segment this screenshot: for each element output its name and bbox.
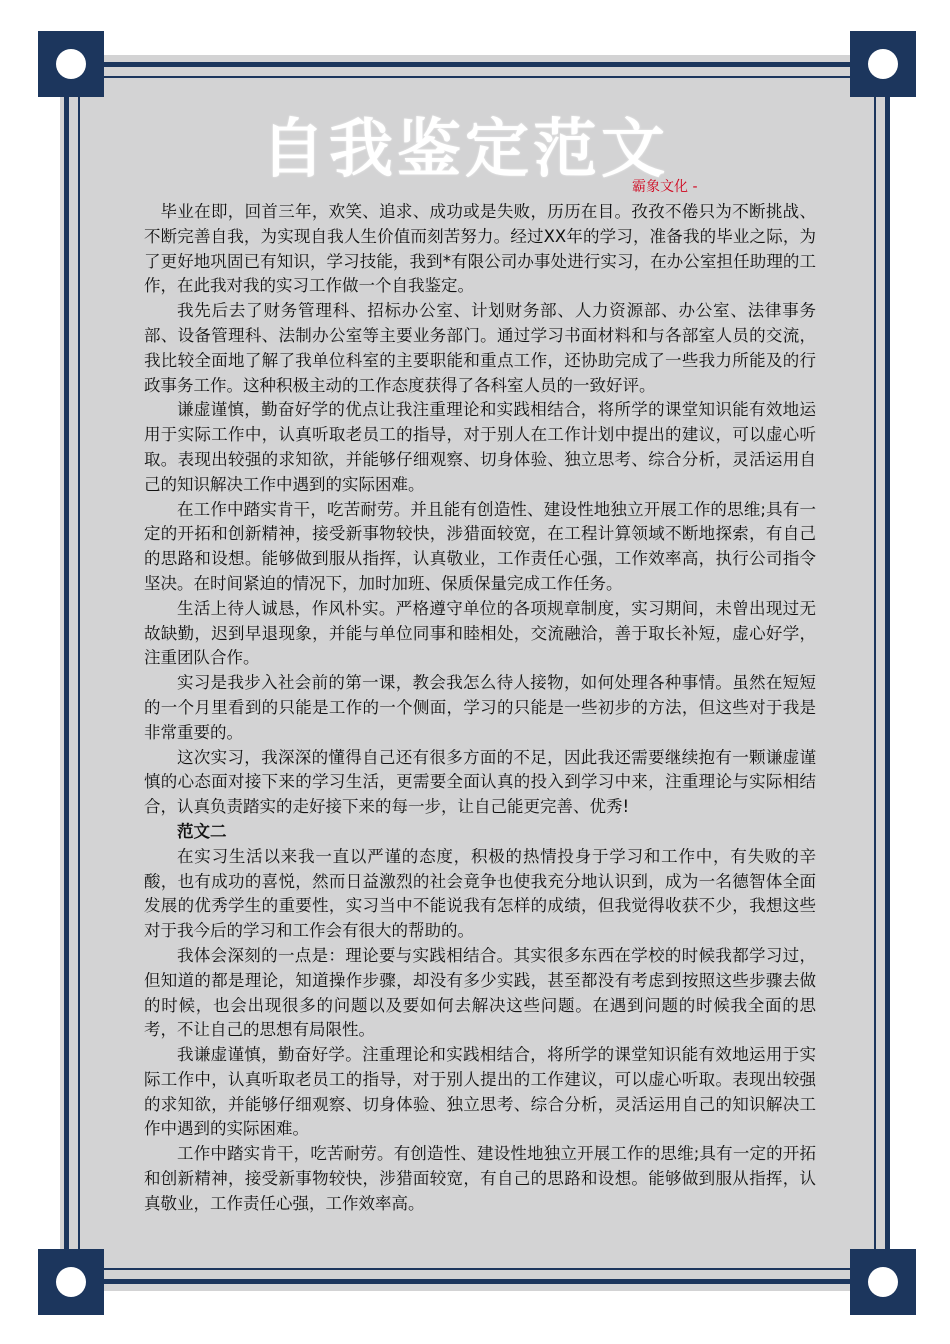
body-paragraph: 实习是我步入社会前的第一课，教会我怎么待人接物，如何处理各种事情。虽然在短短的一个月里看到的只能是工作的一个侧面，学习的只能是一些初步的方法，但这些对于我是非常重要的。 [144,673,816,742]
body-paragraph: 毕业在即，回首三年，欢笑、追求、成功或是失败，历历在目。孜孜不倦只为不断挑战、不断完善自我，为实现自我人生价值而刻苦努力。经过XX年的学习，准备我的毕业之际，为了更好地巩固已有知识，学习技能，我到*有限公司办事处进行实习，在办公室担任助理的工作，在此我对我的实习工作做一个自我鉴定。 [144,202,816,296]
section-heading: 范文二 [177,821,227,841]
body-paragraph: 在实习生活以来我一直以严谨的态度，积极的热情投身于学习和工作中，有失败的辛酸，也有成功的喜悦，然而日益激烈的社会竟争也使我充分地认识到，成为一名德智体全面发展的优秀学生的重要性，实习当中不能说我有怎样的成绩，但我觉得收获不少，我想这些对于我今后的学习和工作会有很大的帮助的。 [144,846,816,941]
corner-dot-icon [56,1267,86,1297]
document-body [144,200,816,1217]
body-paragraph: 我谦虚谨慎，勤奋好学。注重理论和实践相结合，将所学的课堂知识能有效地运用于实际工作中，认真听取老员工的指导，对于别人提出的工作建议，可以虚心听取。表现出较强的求知欲，并能够仔细观察、切身体验、独立思考、综合分析，灵活运用自己的知识解决工作中遇到的实际困难。 [144,1045,816,1139]
corner-dot-icon [868,1267,898,1297]
body-paragraph: 我先后去了财务管理科、招标办公室、计划财务部、人力资源部、办公室、法律事务部、设备管理科、法制办公室等主要业务部门。通过学习书面材料和与各部室人员的交流，我比较全面地了解了我单位科室的主要职能和重点工作，还协助完成了一些我力所能及的行政事务工作。这种积极主动的工作态度获得了各科室人员的一致好评。 [144,301,816,395]
body-paragraph: 生活上待人诚恳，作风朴实。严格遵守单位的各项规章制度，实习期间，未曾出现过无故缺勤，迟到早退现象，并能与单位同事和睦相处，交流融洽，善于取长补短，虚心好学，注重团队合作。 [144,598,816,668]
body-paragraph: 谦虚谨慎，勤奋好学的优点让我注重理论和实践相结合，将所学的课堂知识能有效地运用于实际工作中，认真听取老员工的指导，对于别人在工作计划中提出的建议，可以虚心听取。表现出较强的求知欲，并能够仔细观察、切身体验、独立思考、综合分析，灵活运用自己的知识解决工作中遇到的实际困难。 [144,400,816,494]
corner-ornament-bottom-right [850,1249,916,1315]
body-paragraph: 在工作中踏实肯干，吃苦耐劳。并且能有创造性、建设性地独立开展工作的思维;具有一定的开拓和创新精神，接受新事物较快，涉猎面较宽，在工程计算领域不断地探索，有自己的思路和设想。能够做到服从指挥，认真敬业，工作责任心强，工作效率高，执行公司指令坚决。在时间紧迫的情况下，加时加班、保质保量完成工作任务。 [144,499,816,593]
corner-ornament-top-left [38,31,104,97]
body-paragraph: 工作中踏实肯干，吃苦耐劳。有创造性、建设性地独立开展工作的思维;具有一定的开拓和创新精神，接受新事物较快，涉猎面较宽，有自己的思路和设想。能够做到服从指挥，认真敬业，工作责任心强，工作效率高。 [144,1144,816,1213]
corner-dot-icon [868,49,898,79]
corner-ornament-top-right [850,31,916,97]
body-paragraph: 我体会深刻的一点是：理论要与实践相结合。其实很多东西在学校的时候我都学习过，但知道的都是理论，知道操作步骤，却没有多少实践，甚至都没有考虑到按照这些步骤去做的时候，也会出现很多的问题以及要如何去解决这些问题。在遇到问题的时候我全面的思考，不让自己的思想有局限性。 [144,945,816,1040]
body-paragraph: 这次实习，我深深的懂得自己还有很多方面的不足，因此我还需要继续抱有一颗谦虚谨慎的心态面对接下来的学习生活，更需要全面认真的投入到学习中来，注重理论与实际相结合，认真负责踏实的走好接下来的每一步，让自己能更完善、优秀! [144,747,816,817]
corner-dot-icon [56,49,86,79]
watermark-text: 霸象文化 - [632,179,698,195]
document-title: 自我鉴定范文 [261,113,669,187]
corner-ornament-bottom-left [38,1249,104,1315]
